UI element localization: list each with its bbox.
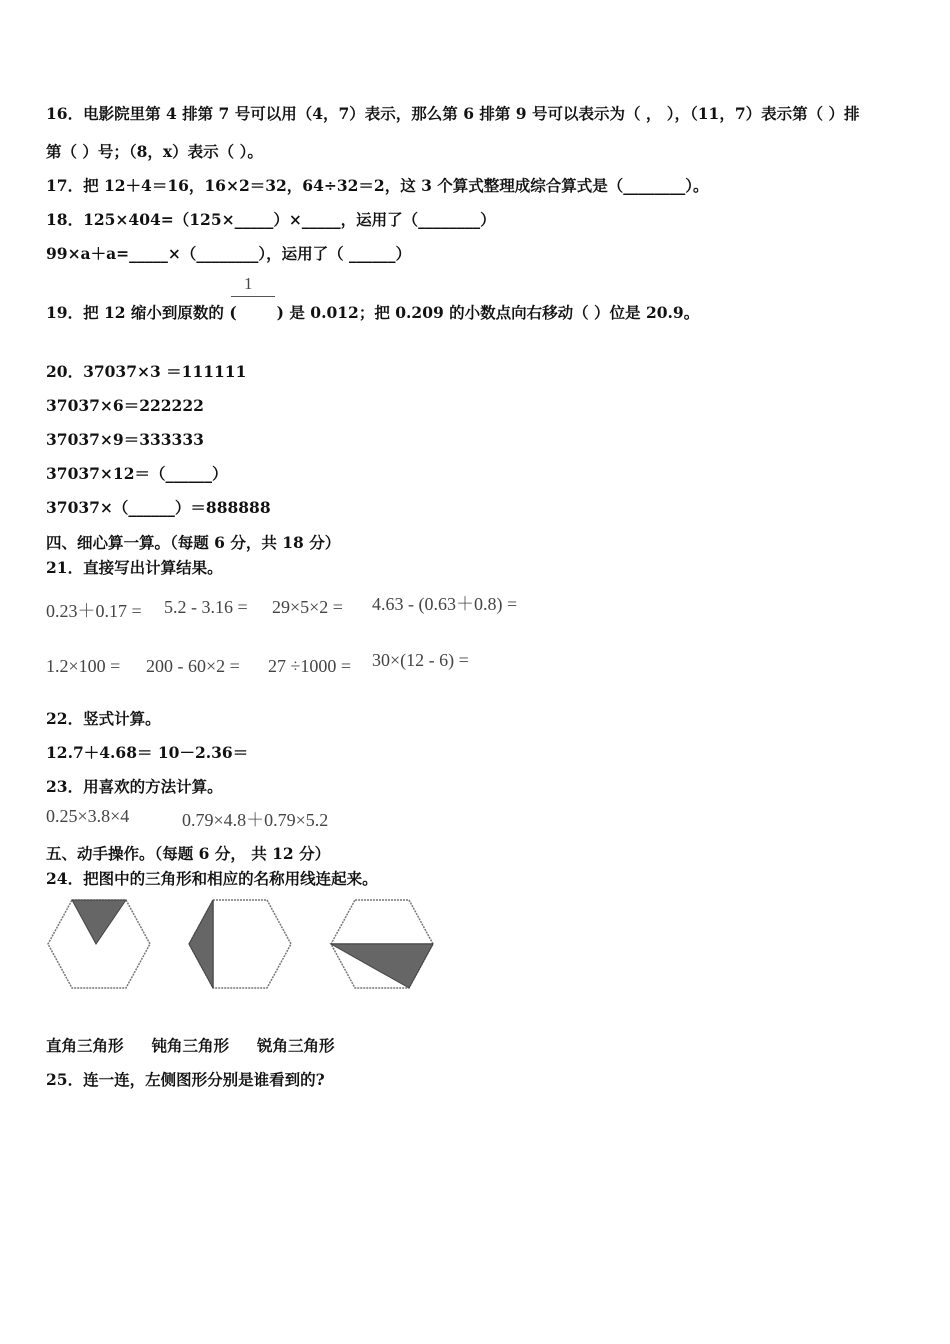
section5-heading: 五、动手操作。（每题 6 分， 共 12 分） xyxy=(46,844,331,863)
triangle-name: 锐角三角形 xyxy=(257,1036,335,1055)
q21-expr: 30×(12 - 6) = xyxy=(372,650,469,670)
q21-expr: 1.2×100 = xyxy=(46,656,121,676)
q20-line: 37037×（______）＝888888 xyxy=(46,498,271,517)
q19-fraction-bar xyxy=(231,296,275,297)
acute-triangle-shape xyxy=(72,900,126,944)
q21-title: 21．直接写出计算结果。 xyxy=(46,558,223,577)
q17: 17．把 12＋4＝16，16×2＝32，64÷32＝2，这 3 个算式整理成综合算式是（________）。 xyxy=(46,176,709,195)
q22-title: 22．竖式计算。 xyxy=(46,709,161,728)
section4-heading: 四、细心算一算。（每题 6 分，共 18 分） xyxy=(46,533,341,552)
q16-line1: 16．电影院里第 4 排第 7 号可以用（4，7）表示，那么第 6 排第 9 号可以表示为（ ， ），（11，7）表示第（ ）排 xyxy=(46,104,860,123)
q23-expr: 0.79×4.8＋0.79×5.2 xyxy=(182,810,329,830)
q22-items: 12.7＋4.68＝ 10－2.36＝ xyxy=(46,743,249,762)
q19-line xyxy=(46,301,699,323)
q20-line: 37037×12＝（______） xyxy=(46,464,228,483)
q19-fraction-numerator: 1 xyxy=(244,274,253,293)
triangle-name: 钝角三角形 xyxy=(151,1036,230,1055)
q21-expr: 27 ÷1000 = xyxy=(268,656,352,676)
hexagon-figure-2 xyxy=(187,898,293,990)
q24-title: 24．把图中的三角形和相应的名称用线连起来。 xyxy=(46,869,378,888)
q18-line1: 18．125×404=（125×_____）×_____，运用了（________） xyxy=(46,210,496,229)
q20-line: 37037×6＝222222 xyxy=(46,396,204,415)
q20-line: 20．37037×3 ＝111111 xyxy=(46,362,247,381)
q20-line: 37037×9＝333333 xyxy=(46,430,204,449)
q19-before: 19．把 12 缩小到原数的 ( xyxy=(46,303,237,322)
hexagon-figure-1 xyxy=(46,898,152,990)
q18-line2: 99×a＋a=_____×（________），运用了（ ______） xyxy=(46,244,412,263)
q25: 25．连一连，左侧图形分别是谁看到的? xyxy=(46,1070,325,1089)
obtuse-triangle-shape xyxy=(189,900,213,988)
right-triangle-shape xyxy=(331,944,433,988)
q21-expr: 4.63 - (0.63＋0.8) = xyxy=(372,594,518,614)
q21-expr: 200 - 60×2 = xyxy=(146,656,240,676)
triangle-names xyxy=(46,1034,363,1056)
q23-title: 23．用喜欢的方法计算。 xyxy=(46,777,223,796)
q16-line2: 第（ ）号；（8，x）表示（ ）。 xyxy=(46,142,263,161)
triangle-name: 直角三角形 xyxy=(46,1036,124,1055)
hexagon-figure-3 xyxy=(329,898,435,990)
q21-expr: 0.23＋0.17 = xyxy=(46,601,142,621)
q21-expr: 29×5×2 = xyxy=(272,597,343,617)
q21-expr: 5.2 - 3.16 = xyxy=(164,597,248,617)
q23-expr: 0.25×3.8×4 xyxy=(46,806,130,826)
q19-after: ) 是 0.012；把 0.209 的小数点向右移动（ ）位是 20.9。 xyxy=(276,303,700,322)
